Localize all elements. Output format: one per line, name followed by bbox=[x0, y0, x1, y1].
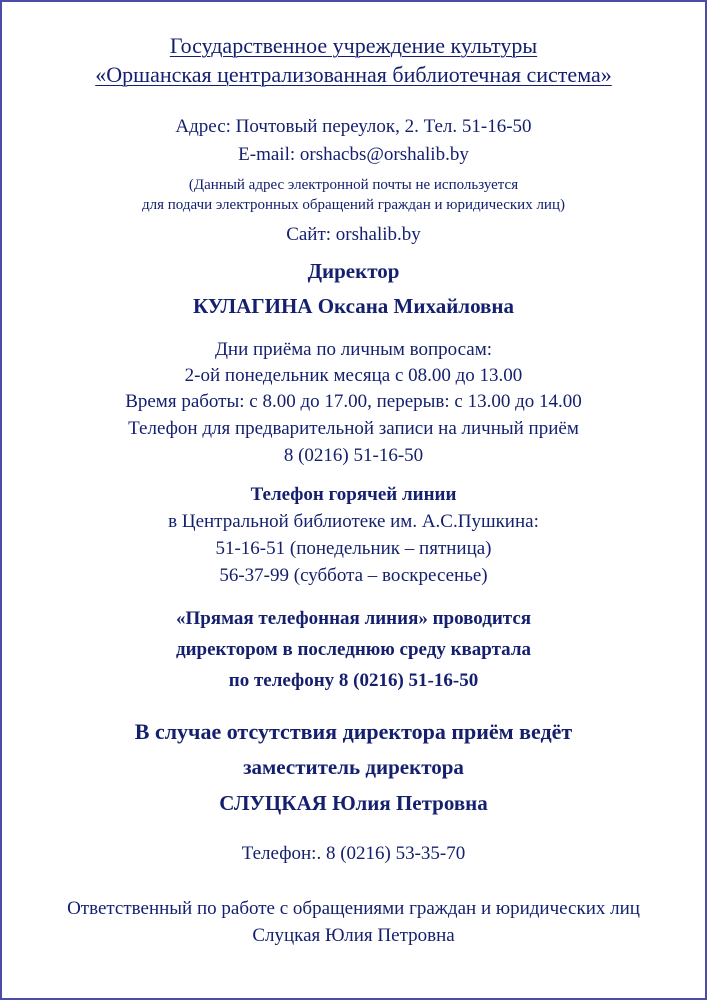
responsible-label: Ответственный по работе с обращениями граждан и юридических лиц bbox=[67, 898, 640, 919]
institution-type-title: Государственное учреждение культуры bbox=[169, 33, 538, 58]
direct-line-text-1: «Прямая телефонная линия» проводится bbox=[175, 608, 532, 629]
hotline-weekend: 56-37-99 (суббота – воскресенье) bbox=[219, 565, 488, 586]
hotline-weekdays: 51-16-51 (понедельник – пятница) bbox=[215, 538, 492, 559]
address-line: Адрес: Почтовый переулок, 2. Тел. 51-16-50 bbox=[175, 116, 532, 137]
appointment-phone: 8 (0216) 51-16-50 bbox=[283, 445, 424, 466]
work-hours: Время работы: с 8.00 до 17.00, перерыв: с 13.00 до 14.00 bbox=[125, 391, 582, 412]
email-line[interactable]: E-mail: orshacbs@orshalib.by bbox=[238, 144, 469, 165]
direct-line-text-2: директором в последнюю среду квартала bbox=[175, 639, 532, 660]
appointment-phone-label: Телефон для предварительной записи на личный приём bbox=[128, 418, 579, 439]
hotline-location: в Центральной библиотеке им. А.С.Пушкина: bbox=[168, 511, 539, 532]
email-note-line1: (Данный адрес электронной почты не используется bbox=[188, 177, 519, 193]
direct-line-text-3: по телефону 8 (0216) 51-16-50 bbox=[228, 670, 479, 691]
deputy-position: заместитель директора bbox=[243, 755, 464, 779]
responsible-name: Слуцкая Юлия Петровна bbox=[252, 925, 455, 946]
deputy-intro: В случае отсутствия директора приём ведёт bbox=[134, 719, 573, 744]
director-name: КУЛАГИНА Оксана Михайловна bbox=[193, 294, 514, 318]
deputy-phone: Телефон:. 8 (0216) 53-35-70 bbox=[241, 843, 466, 864]
director-title: Директор bbox=[307, 259, 400, 283]
hotline-title: Телефон горячей линии bbox=[250, 484, 457, 505]
deputy-name: СЛУЦКАЯ Юлия Петровна bbox=[219, 791, 488, 815]
email-note-line2: для подачи электронных обращений граждан и юридических лиц) bbox=[142, 197, 565, 213]
reception-time: 2-ой понедельник месяца с 08.00 до 13.00 bbox=[184, 365, 523, 386]
reception-days-label: Дни приёма по личным вопросам: bbox=[214, 339, 493, 360]
institution-name-title: «Оршанская централизованная библиотечная система» bbox=[95, 62, 612, 87]
site-line[interactable]: Сайт: orshalib.by bbox=[286, 224, 421, 245]
